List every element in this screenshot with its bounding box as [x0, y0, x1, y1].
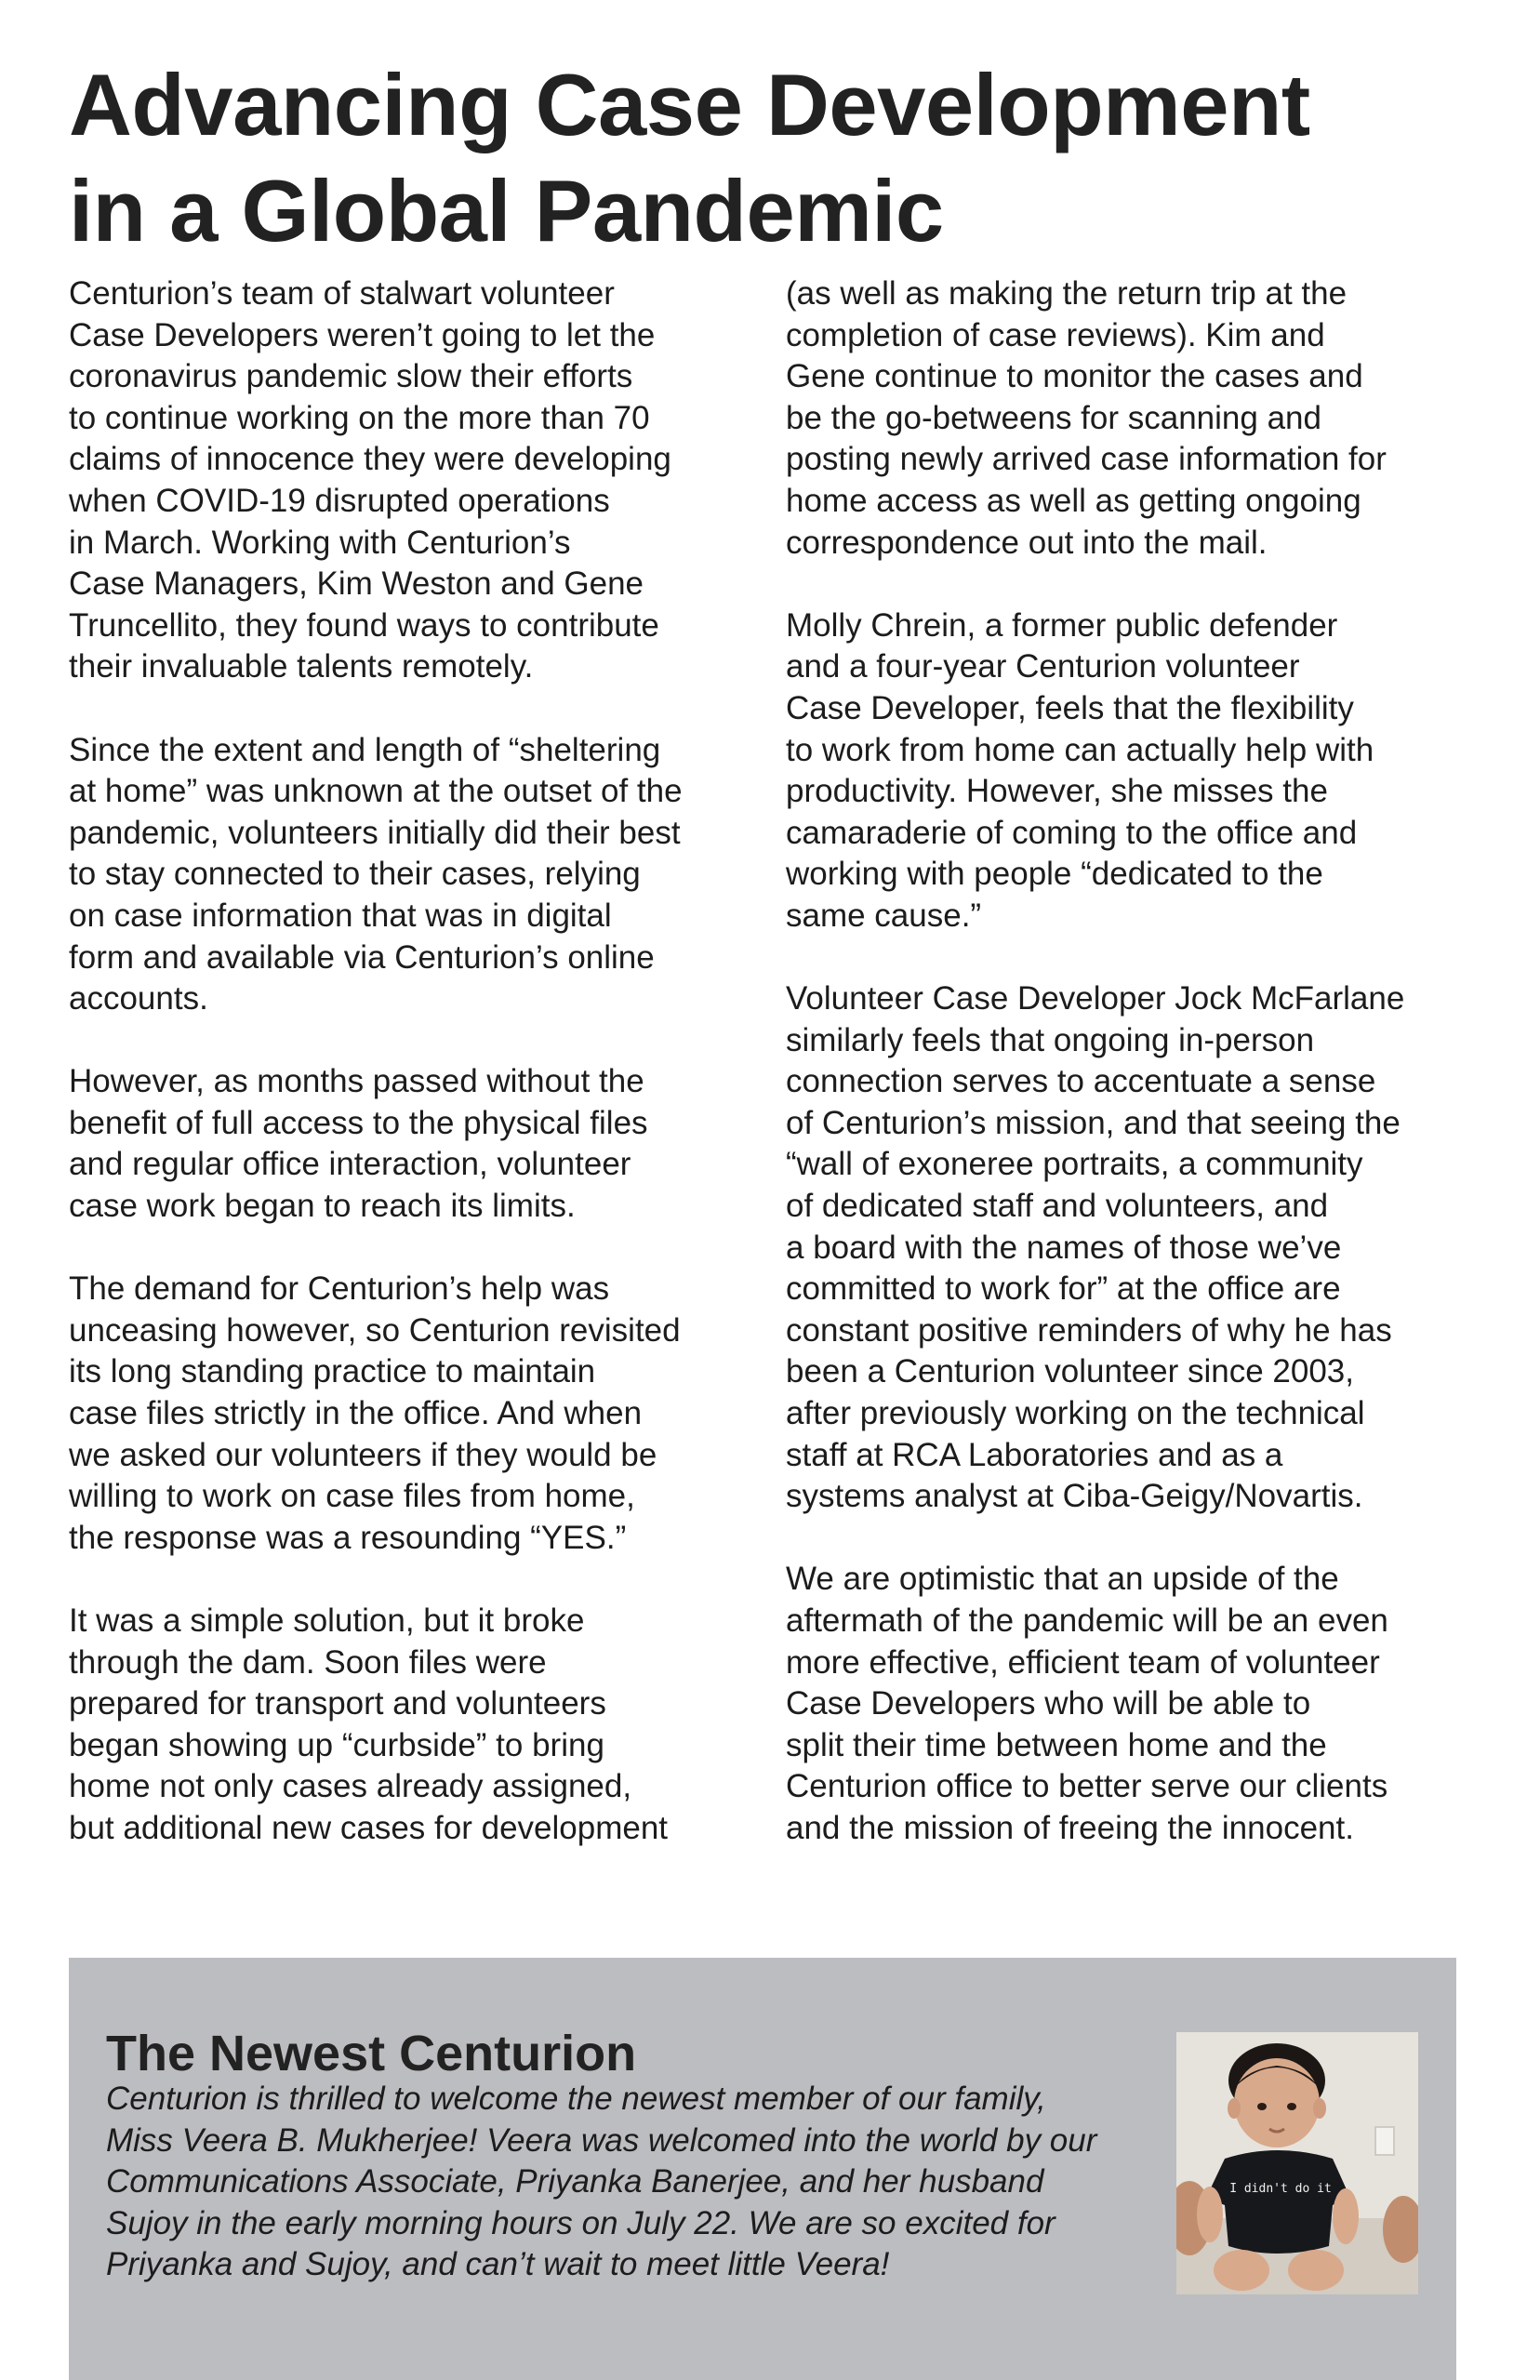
text-line: on case information that was in digital — [69, 897, 612, 934]
text-line: claims of innocence they were developing — [69, 441, 671, 478]
text-line: and regular office interaction, volunteer — [69, 1146, 631, 1183]
left-column-paragraph — [69, 1601, 757, 1850]
text-line: unceasing however, so Centurion revisited — [69, 1311, 681, 1349]
text-line: after previously working on the technical — [786, 1395, 1365, 1432]
shirt-text: I didn't do it — [1229, 2182, 1332, 2196]
article-column-right — [786, 273, 1474, 1850]
text-line: the response was a resounding “YES.” — [69, 1519, 627, 1556]
baby-photo — [1176, 2032, 1418, 2294]
text-line: at home” was unknown at the outset of the — [69, 773, 683, 810]
text-line: connection serves to accentuate a sense — [786, 1063, 1376, 1100]
baby-illustration — [1176, 2032, 1418, 2294]
text-line: of dedicated staff and volunteers, and — [786, 1188, 1329, 1225]
text-line: prepared for transport and volunteers — [69, 1685, 606, 1722]
text-line: Case Developer, feels that the flexibility — [786, 689, 1354, 726]
text-line: to work from home can actually help with — [786, 731, 1374, 768]
text-line: when COVID-19 disrupted operations — [69, 482, 610, 519]
text-line: Truncellito, they found ways to contribute — [69, 606, 659, 644]
right-column-paragraph — [786, 273, 1474, 564]
left-column-paragraph — [69, 1269, 757, 1559]
text-line: and a four-year Centurion volunteer — [786, 648, 1300, 685]
text-line: productivity. However, she misses the — [786, 773, 1328, 810]
text-line: Gene continue to monitor the cases and — [786, 358, 1363, 395]
text-line: Case Developers who will be able to — [786, 1685, 1311, 1722]
text-line: home access as well as getting ongoing — [786, 482, 1361, 519]
text-line: be the go-betweens for scanning and — [786, 399, 1321, 436]
text-line: pandemic, volunteers initially did their best — [69, 814, 681, 851]
article-headline — [69, 52, 1482, 264]
text-line: working with people “dedicated to the — [786, 856, 1323, 893]
text-line: its long standing practice to maintain — [69, 1353, 596, 1390]
text-line: Centurion office to better serve our clients — [786, 1768, 1388, 1805]
right-column-paragraph — [786, 1559, 1474, 1849]
right-column-paragraph — [786, 605, 1474, 937]
left-column-paragraph — [69, 730, 757, 1020]
text-line: began showing up “curbside” to bring — [69, 1726, 604, 1763]
text-line: constant positive reminders of why he has — [786, 1311, 1392, 1349]
text-line: in March. Working with Centurion’s — [69, 524, 571, 561]
text-line: home not only cases already assigned, — [69, 1768, 632, 1805]
text-line: committed to work for” at the office are — [786, 1270, 1341, 1308]
sidebar-text-line: Priyanka and Sujoy, and can’t wait to meet little Veera! — [106, 2246, 890, 2283]
text-line: their invaluable talents remotely. — [69, 648, 534, 685]
text-line: but additional new cases for development — [69, 1809, 669, 1846]
article-column-left — [69, 273, 757, 1850]
headline-line-2: in a Global Pandemic — [69, 162, 944, 259]
text-line: systems analyst at Ciba-Geigy/Novartis. — [786, 1478, 1363, 1515]
text-line: However, as months passed without the — [69, 1063, 644, 1100]
sidebar-text-line: Communications Associate, Priyanka Banerjee, and her husband — [106, 2163, 1044, 2201]
sidebar-text-line: Miss Veera B. Mukherjee! Veera was welcomed into the world by our — [106, 2121, 1097, 2159]
sidebar-body — [106, 2079, 1203, 2286]
text-line: Since the extent and length of “sheltering — [69, 731, 661, 768]
text-line: more effective, efficient team of volunteer — [786, 1643, 1380, 1681]
sidebar-text-line: Sujoy in the early morning hours on July 22. We are so excited for — [106, 2204, 1055, 2241]
text-line: to stay connected to their cases, relying — [69, 856, 641, 893]
text-line: Volunteer Case Developer Jock McFarlane — [786, 980, 1405, 1017]
text-line: staff at RCA Laboratories and as a — [786, 1436, 1283, 1473]
text-line: Molly Chrein, a former public defender — [786, 606, 1338, 644]
sidebar-title: The Newest Centurion — [106, 2026, 637, 2081]
text-line: willing to work on case files from home, — [69, 1478, 635, 1515]
headline-line-1: Advancing Case Development — [69, 56, 1310, 153]
text-line: benefit of full access to the physical files — [69, 1104, 648, 1141]
text-line: similarly feels that ongoing in-person — [786, 1021, 1315, 1058]
text-line: accounts. — [69, 980, 208, 1017]
text-line: through the dam. Soon files were — [69, 1643, 547, 1681]
sidebar-text-line: Centurion is thrilled to welcome the newest member of our family, — [106, 2081, 1046, 2117]
text-line: case files strictly in the office. And when — [69, 1395, 643, 1432]
text-line: case work began to reach its limits. — [69, 1188, 576, 1225]
text-line: form and available via Centurion’s online — [69, 938, 655, 976]
text-line: Centurion’s team of stalwart volunteer — [69, 275, 615, 312]
text-line: completion of case reviews). Kim and — [786, 316, 1325, 353]
text-line: We are optimistic that an upside of the — [786, 1561, 1339, 1598]
left-column-paragraph — [69, 273, 757, 688]
text-line: a board with the names of those we’ve — [786, 1229, 1342, 1266]
text-line: correspondence out into the mail. — [786, 524, 1268, 561]
text-line: split their time between home and the — [786, 1726, 1327, 1763]
text-line: aftermath of the pandemic will be an even — [786, 1602, 1388, 1639]
right-column-paragraph — [786, 978, 1474, 1518]
text-line: and the mission of freeing the innocent. — [786, 1809, 1354, 1846]
text-line: The demand for Centurion’s help was — [69, 1270, 610, 1308]
text-line: we asked our volunteers if they would be — [69, 1436, 657, 1473]
text-line: Case Developers weren’t going to let the — [69, 316, 656, 353]
left-column-paragraph — [69, 1061, 757, 1227]
text-line: same cause.” — [786, 897, 982, 934]
text-line: camaraderie of coming to the office and — [786, 814, 1358, 851]
text-line: been a Centurion volunteer since 2003, — [786, 1353, 1354, 1390]
text-line: (as well as making the return trip at the — [786, 275, 1348, 312]
text-line: It was a simple solution, but it broke — [69, 1602, 585, 1639]
text-line: to continue working on the more than 70 — [69, 399, 650, 436]
newest-centurion-box — [69, 1958, 1456, 2380]
text-line: coronavirus pandemic slow their efforts — [69, 358, 633, 395]
text-line: posting newly arrived case information for — [786, 441, 1387, 478]
text-line: Case Managers, Kim Weston and Gene — [69, 565, 644, 603]
text-line: of Centurion’s mission, and that seeing the — [786, 1104, 1401, 1141]
text-line: “wall of exoneree portraits, a community — [786, 1146, 1363, 1183]
